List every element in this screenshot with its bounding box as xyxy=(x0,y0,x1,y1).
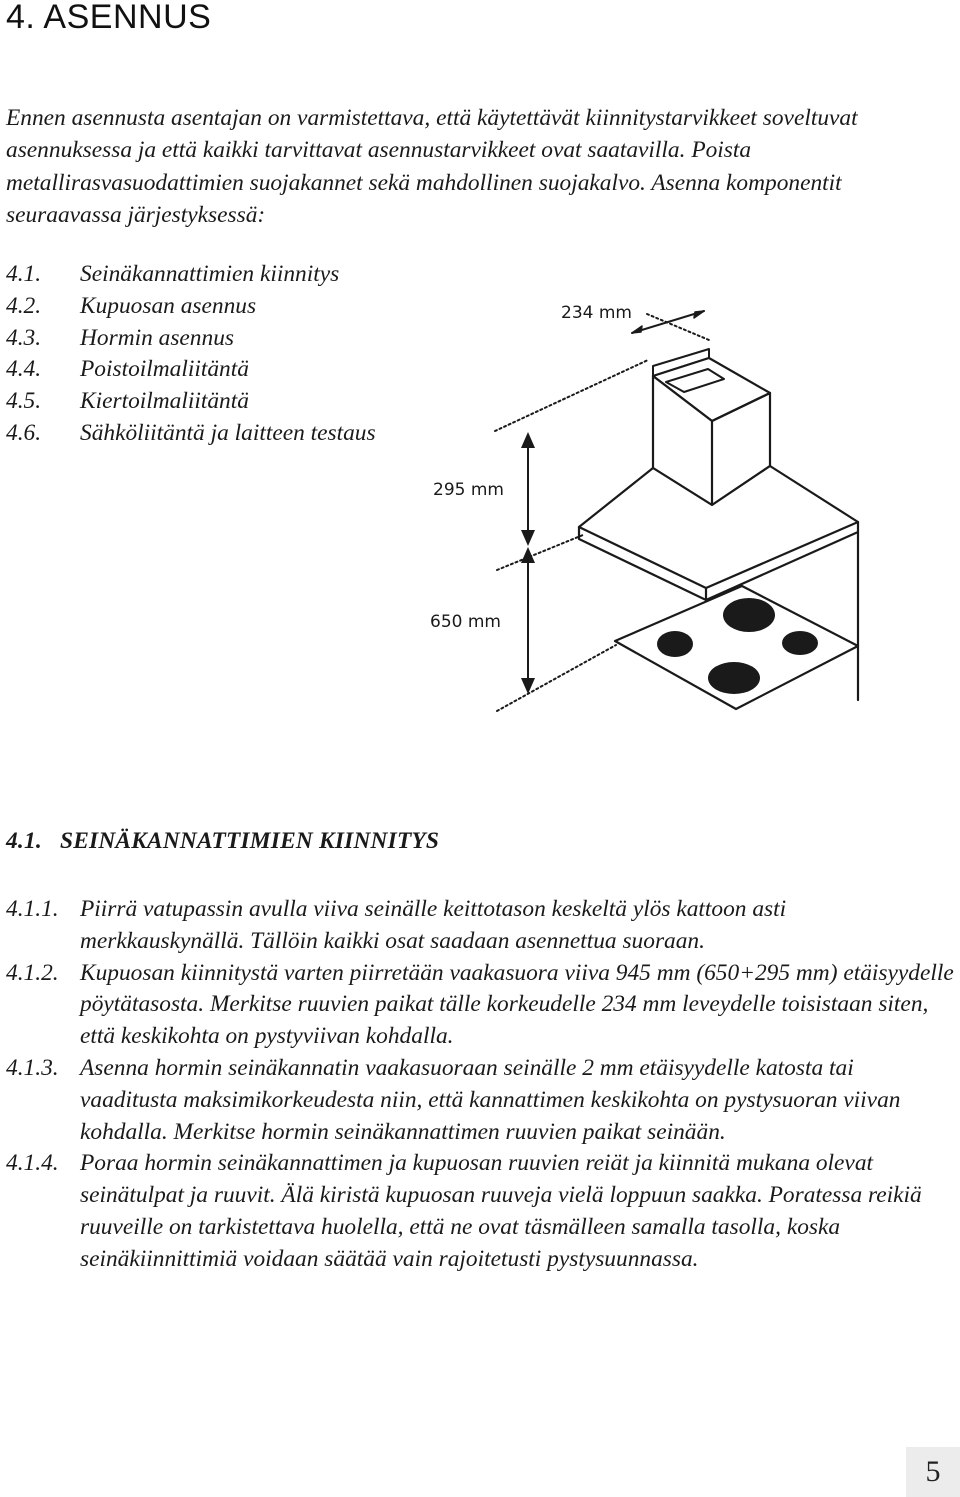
width-dimension-line xyxy=(632,311,704,333)
step-number: 4.1.3. xyxy=(6,1054,59,1081)
list-item xyxy=(6,291,376,323)
list-item xyxy=(6,259,376,291)
list-item-number: 4.6. xyxy=(6,419,42,446)
step-number: 4.1.1. xyxy=(6,896,59,922)
burner-icon xyxy=(723,598,775,632)
instruction-step xyxy=(6,1148,956,1275)
subsection-heading: 4.1. SEINÄKANNATTIMIEN KIINNITYS xyxy=(6,828,440,854)
installation-diagram xyxy=(430,296,870,716)
list-item xyxy=(6,323,376,355)
top-reference-line xyxy=(495,360,648,431)
burner-icon xyxy=(782,631,818,655)
step-text: Asenna hormin seinäkannatin vaakasuoraan seinälle 2 mm etäisyydelle katosta tai vaaditusta maksimikorkeudesta niin, että kannattimen keskikohta on pystysuoran viivan kohdalla. Merkitse hormin seinäkannattimen ruuvien paikat seinään. xyxy=(80,1054,901,1145)
list-item-text: Hormin asennus xyxy=(80,324,234,351)
step-text: Piirrä vatupassin avulla viiva seinälle keittotason keskeltä ylös kattoon asti merkkauskynällä. Tällöin kaikki osat saadaan asennettua suoraan. xyxy=(80,896,787,954)
list-item-text: Kiertoilmaliitäntä xyxy=(80,388,249,415)
list-item xyxy=(6,386,376,418)
step-number: 4.1.2. xyxy=(6,959,59,986)
instruction-step xyxy=(6,894,956,958)
step-text: Kupuosan kiinnitystä varten piirretään vaakasuora viiva 945 mm (650+295 mm) etäisyydelle pöytätasosta. Merkitse ruuvien paikat tälle korkeudelle 234 mm leveydelle toisistaan siten, että keskikohta on pystyviivan kohdalla. xyxy=(80,959,954,1050)
arrowhead-icon xyxy=(521,547,535,563)
width-dimension-label: 234 mm xyxy=(561,303,632,323)
page-number: 5 xyxy=(906,1447,960,1497)
hood-gap-dimension-label: 295 mm xyxy=(433,480,504,500)
list-item-number: 4.2. xyxy=(6,292,42,319)
list-item xyxy=(6,418,376,450)
instruction-step xyxy=(6,1053,956,1148)
list-item-number: 4.3. xyxy=(6,324,42,351)
list-item-text: Poistoilmaliitäntä xyxy=(80,356,249,383)
arrowhead-icon xyxy=(521,432,535,448)
hood-reference-line xyxy=(497,535,583,570)
step-number: 4.1.4. xyxy=(6,1150,59,1177)
burner-icon xyxy=(708,662,760,694)
list-item xyxy=(6,354,376,386)
section-heading: 4. ASENNUS xyxy=(6,0,212,36)
intro-paragraph: Ennen asennusta asentajan on varmistettava, että käytettävät kiinnitystarvikkeet soveltuvat asennuksessa ja että kaikki tarvittavat asennustarvikkeet ovat saatavilla. Poista metallirasvasuodattimien suojakannet sekä mahdollinen suojakalvo. Asenna komponentit seuraavassa järjestyksessä: xyxy=(6,105,858,229)
list-item-number: 4.4. xyxy=(6,356,42,383)
list-item-number: 4.5. xyxy=(6,388,42,415)
hob-gap-dimension-label: 650 mm xyxy=(430,612,501,632)
list-item-text: Kupuosan asennus xyxy=(80,292,257,319)
arrowhead-icon xyxy=(521,530,535,546)
list-item-text: Seinäkannattimien kiinnitys xyxy=(80,261,340,287)
hob-reference-line xyxy=(497,645,616,711)
instruction-step xyxy=(6,958,956,1053)
installation-steps-list xyxy=(6,259,376,450)
step-text: Poraa hormin seinäkannattimen ja kupuosan ruuvien reiät ja kiinnitä mukana olevat seinätulpat ja ruuvit. Älä kiristä kupuosan ruuveja vielä loppuun saakka. Poratessa reikiä ruuveille on tarkistettava huolella, että ne ovat täsmälleen samalla tasolla, koska seinäkiinnittimiä voidaan säätää vain rajoitetusti pystysuunnassa. xyxy=(80,1150,922,1272)
list-item-number: 4.1. xyxy=(6,261,42,287)
hood-canopy-top xyxy=(579,466,858,588)
list-item-text: Sähköliitäntä ja laitteen testaus xyxy=(80,419,376,446)
burner-icon xyxy=(657,631,693,657)
instruction-steps xyxy=(6,894,956,1276)
